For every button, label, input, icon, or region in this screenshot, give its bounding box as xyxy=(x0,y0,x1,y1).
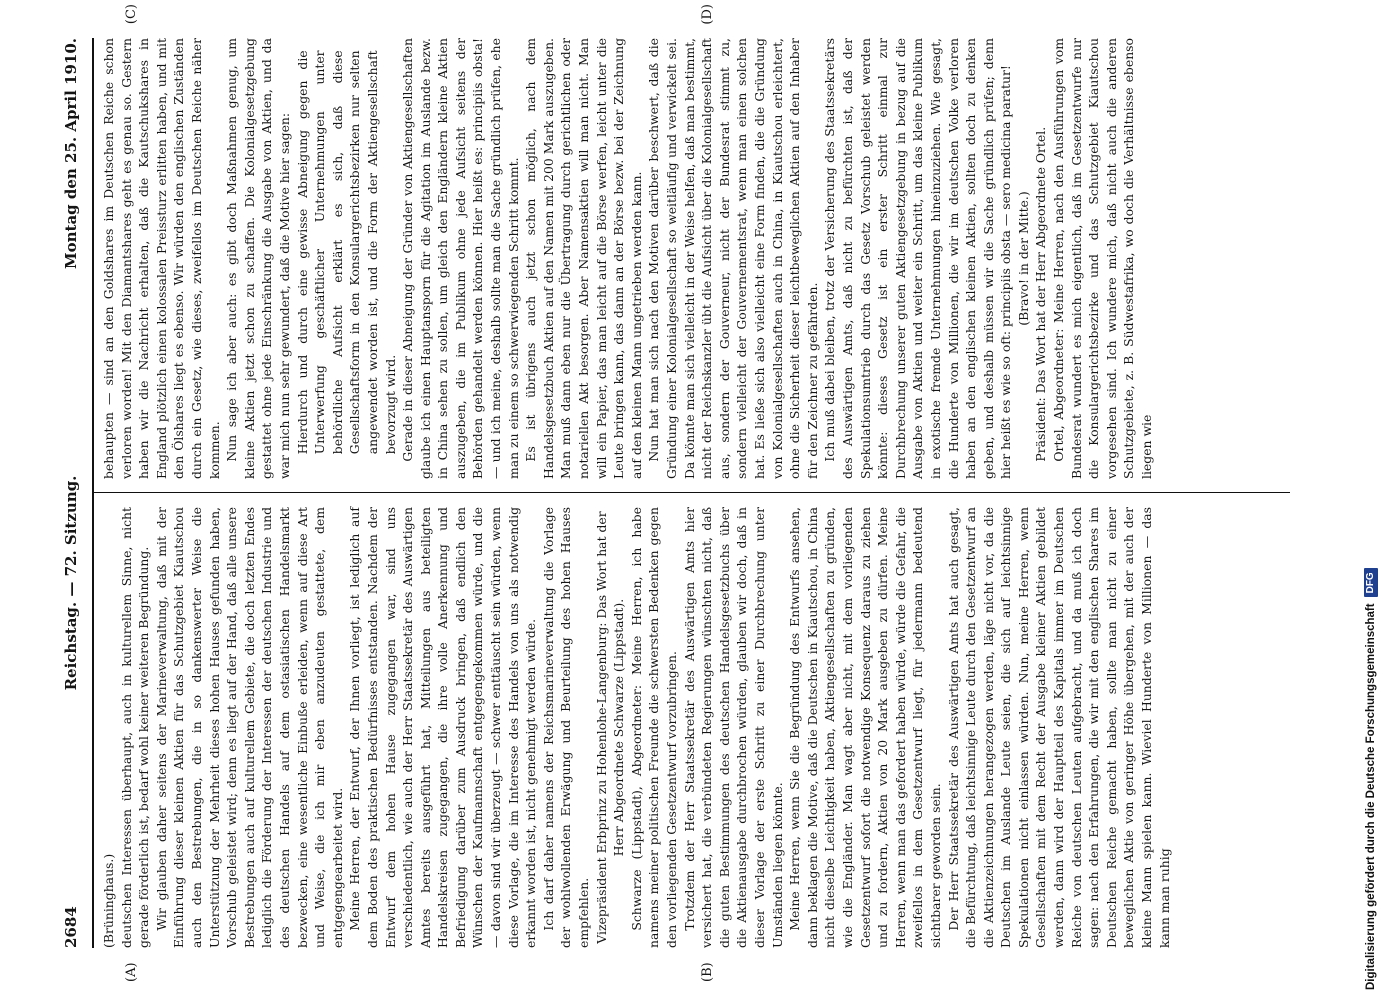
paragraph: behaupten — sind an den Goldshares im Deutschen Reiche schon verloren worden! Mit den Diamantshares geht es genau so. Gestern haben wir die Nachricht erhalten, daß die Kautschukshares in England plötzlich einen kolossalen Preissturz erlitten haben, und mit den Ölshares liegt es ebenso. Wir würden den englischen Zuständen durch ein Gesetz, wie dieses, zweifellos im Deutschen Reiche näher kommen. xyxy=(101,38,222,479)
paragraph: Ich darf daher namens der Reichsmarineverwaltung die Vorlage der wohlwollenden Erwägung und Beurteilung des hohen Hauses empfehlen. xyxy=(540,507,592,948)
paragraph: (Bravo! in der Mitte.) xyxy=(1015,191,1031,326)
paragraph: Der Herr Staatssekretär des Auswärtigen Amts hat auch gesagt, die Befürchtung, daß leichtsinnige Leute durch den Gesetzentwurf an die Aktienzeichnungen herangezogen werden, läge nicht vor, da die Deutschen im Auslande Leute seien, die sich auf leichtsinnige Spekulationen nicht einlassen würden. Nun, meine Herren, wenn Gesellschaften mit dem Recht der Ausgabe kleiner Aktien gebildet werden, dann wird der Hauptteil des Kapitals immer im Deutschen Reiche von deutschen Leuten aufgebracht, und da muß ich doch sagen: nach den Erfahrungen, die wir mit den englischen Shares im Deutschen Reiche gemacht haben, sollte man nicht zu einer beweglichen Aktie von geringer Höhe übergehen, mit der auch der kleine Mann spielen kann. Wieviel Hunderte von Millionen — das kann man ruhig xyxy=(945,507,1172,948)
paragraph: Gerade in dieser Abneigung der Gründer von Aktiengesellschaften glaube ich einen Hauptansporn für die Agitation im Auslande bezw. in China sehen zu sollen, um gleich den Engländern kleine Aktien auszugeben, die im Publikum ohne jede Aufsicht seitens der Behörden gehandelt werden können. Hier heißt es: principiis obsta! — und ich meine, deshalb sollte man die Sache gründlich prüfen, ehe man zu einem so schwerwiegenden Schritt kommt. xyxy=(400,38,521,479)
margin-mark-b: (B) xyxy=(700,962,715,982)
margin-mark-a: (A) xyxy=(124,962,139,982)
paragraph: Nun hat man sich nach den Motiven darüber beschwert, daß die Gründung einer Kolonialgesellschaft so weitläufig und verwickelt sei. Da könnte man sich vielleicht in der Weise helfen, daß man bestimmt, nicht der Reichskanzler übt die Aufsicht über die Kolonialgesellschaft aus, sondern der Gouverneur, nicht der Bundesrat stimmt zu, sondern vielleicht der Gouvernementsrat, wenn man einen solchen hat. Es ließe sich also vielleicht eine Form finden, die die Gründung von Kolonialgesellschaften auch in China, in Kiautschou erleichtert, ohne die Sicherheit dieser leichtbeweglichen Aktien auf den Inhaber für den Zeichner zu gefährden. xyxy=(646,38,820,479)
paragraph: (Brüninghaus.) xyxy=(101,853,116,948)
page-number: 2684 xyxy=(62,906,80,948)
session-date: Montag den 25. April 1910. xyxy=(62,38,80,269)
sitting-title: Reichstag. — 72. Sitzung. xyxy=(62,475,80,691)
paragraph: Meine Herren, der Entwurf, der Ihnen vorliegt, ist lediglich auf dem Boden des praktischen Bedürfnisses entstanden. Nachdem der Entwurf dem hohen Hause zugegangen war, sind uns verschiedentlich, wie auch der Herr Staatssekretär des Auswärtigen Amtes bereits ausgeführt hat, Mitteilungen aus beteiligten Handelskreisen zugegangen, die ihre volle Anerkennung und Befriedigung darüber zum Ausdruck bringen, daß endlich den Wünschen der Kaufmannschaft entgegengekommen würde, und die — davon sind wir überzeugt — schwer enttäuscht sein würden, wenn diese Vorlage, die im Interesse des Handels von uns als notwendig erkannt worden ist, nicht genehmigt werden würde. xyxy=(347,507,539,948)
paragraph: Schwarze (Lippstadt), Abgeordneter: Meine Herren, ich habe namens meiner politischen Freunde die schwersten Bedenken gegen den vorliegenden Gesetzentwurf vorzubringen. xyxy=(628,507,679,948)
paragraph: Ortel, Abgeordneter: Meine Herren, nach den Ausführungen vom Bundesrat wundert es mich eigentlich, daß im Gesetzentwurfe nur die Konsulargerichtsbezirke und das Schutzgebiet Kiautschou vorgesehen sind. Ich wundere mich, daß nicht auch die anderen Schutzgebiete, z. B. Südwestafrika, wo doch die Verhältnisse ebenso liegen wie xyxy=(1051,38,1155,479)
paragraph: Vizepräsident Erbprinz zu Hohenlohe-Langenburg: Das Wort hat der Herr Abgeordnete Schwarze (Lippstadt). xyxy=(593,511,627,944)
margin-mark-c: (C) xyxy=(124,4,139,25)
column-rule xyxy=(94,492,1290,493)
paragraph: Wir glauben daher seitens der Marineverwaltung, daß mit der Einführung dieser kleinen Aktien für das Schutzgebiet Kiautschou auch den Bestrebungen, die in so dankenswerter Weise die Unterstützung der Mehrheit dieses hohen Hauses gefunden haben, Vorschub geleistet wird; denn es liegt auf der Hand, daß alle unsere Bestrebungen auch auf kulturellem Gebiete, die doch letzten Endes lediglich die Förderung der Interessen der deutschen Industrie und des deutschen Handels auf dem ostasiatischen Handelsmarkt bezwecken, eine wesentliche Einbuße erleiden, wenn auf diese Art und Weise, die ich mir eben anzudeuten gestattete, dem entgegengearbeitet wird. xyxy=(153,507,345,948)
dfg-logo: DFG xyxy=(1364,568,1378,597)
paragraph: Trotzdem der Herr Staatssekretär des Auswärtigen Amts hier versichert hat, die verbündeten Regierungen wünschten nicht, daß die guten Bestimmungen des deutschen Handelsgesetzbuchs über die Aktienausgabe durchbrochen würden, glauben wir doch, daß in dieser Vorlage der erste Schritt zu einer Durchbrechung unter Umständen liegen könnte. xyxy=(681,507,785,948)
paragraph: Es ist übrigens auch jetzt schon möglich, nach dem Handelsgesetzbuch Aktien auf den Namen mit 200 Mark auszugeben. Man muß dann eben nur die Übertragung durch gerichtlichen oder notariellen Akt besorgen. Aber Namensaktien will man nicht. Man will ein Papier, das man leicht auf die Börse werfen, leicht unter die Leute bringen kann, das dann an der Börse bezw. bei der Zeichnung auf den kleinen Mann ungetrieben werden kann. xyxy=(523,38,644,479)
paragraph: Nun sage ich aber auch: es gibt doch Maßnahmen genug, um kleine Aktien jetzt schon zu schaffen. Die Kolonialgesetzgebung gestattet ohne jede Einschränkung die Ausgabe von Aktien, und da war mich nun sehr gewundert, daß die Motive hier sagen: xyxy=(224,38,292,479)
right-column xyxy=(100,38,1290,493)
paragraph: Meine Herren, wenn Sie die Begründung des Entwurfs ansehen, dann beklagen die Motive, daß die Deutschen in Kiautschou, in China nicht dieselbe Leichtigkeit haben, Aktiengesellschaften zu gründen, wie die Engländer. Man wagt aber nicht, mit dem vorliegenden Gesetzentwurf sofort die notwendige Konsequenz daraus zu ziehen und zu fordern, Aktien von 20 Mark ausgeben zu dürfen. Meine Herren, wenn man das gefordert haben würde, würde die Gefahr, die zweifellos in dem Gesetzentwurf liegt, für jedermann bedeutend sichtbarer geworden sein. xyxy=(787,507,943,948)
digitization-note: Digitalisierung gefördert durch die Deutsche Forschungsgemeinschaft xyxy=(1365,603,1377,990)
left-column xyxy=(100,493,1290,948)
running-head xyxy=(62,38,88,948)
paragraph: Ich muß dabei bleiben, trotz der Versicherung des Staatssekretärs des Auswärtigen Amts, daß nicht zu befürchten ist, daß der Spekulationsumtrieb durch das Gesetz Vorschub geleistet werden könnte: dieses Gesetz ist ein erster Schritt einmal zur Durchbrechung unserer guten Aktiengesetzgebung in bezug auf die Ausgabe von Aktien und weiter ein Schritt, um das kleine Publikum in exotische fremde Unternehmungen hineinzuziehen. Wie gesagt, die Hunderte von Millionen, die wir im deutschen Volke verloren haben an den englischen kleinen Aktien, sollten doch zu denken geben, und deshalb müssen wir die Sache gründlich prüfen; denn hier heißt es wie so oft: principiis obsta — sero medicina paratur! xyxy=(822,38,1014,479)
digitization-footer xyxy=(1364,0,1378,990)
paragraph: Hierdurch und durch eine gewisse Abneigung gegen die Unterwerfung geschäftlicher Unternehmungen unter behördliche Aufsicht erklärt es sich, daß diese Gesellschaftsform in den Konsulargerichtsbezirken nur selten angewendet worden ist, und die Form der Aktiengesellschaft bevorzugt wird. xyxy=(294,50,398,455)
header-rule xyxy=(92,38,94,948)
text-columns xyxy=(100,4,1290,982)
paragraph: deutschen Interessen überhaupt, auch in kulturellem Sinne, nicht gerade förderlich ist, bedarf wohl keiner weiteren Begründung. xyxy=(118,507,152,948)
margin-mark-d: (D) xyxy=(700,4,715,25)
paragraph: Präsident: Das Wort hat der Herr Abgeordnete Ortel. xyxy=(1033,126,1049,462)
